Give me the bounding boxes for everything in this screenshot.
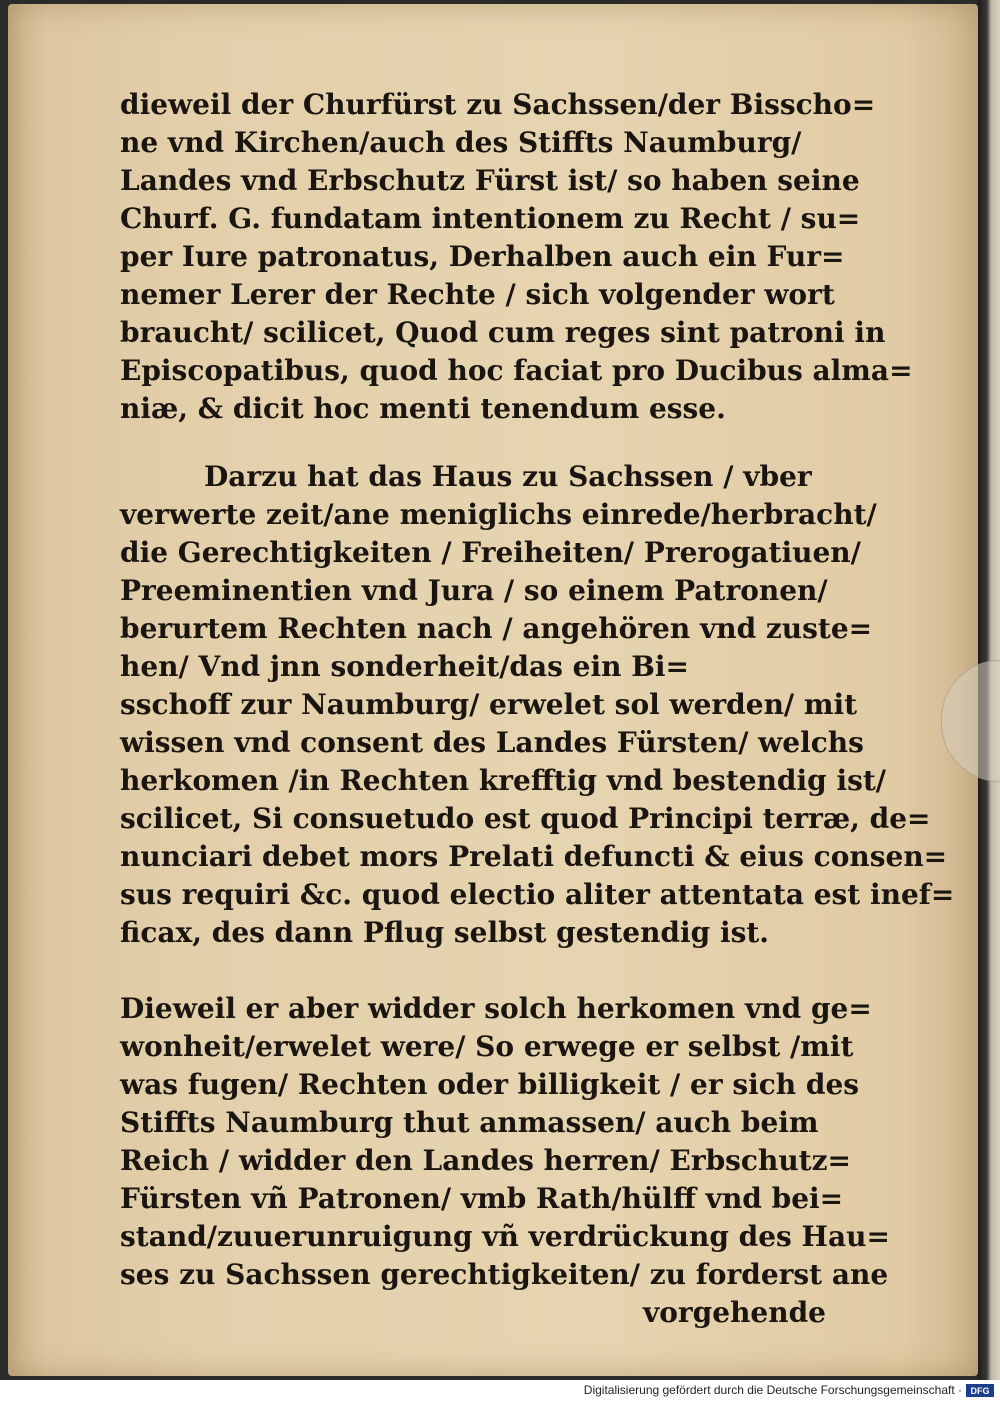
text-line: niæ, & dicit hoc menti tenendum esse.: [120, 392, 726, 425]
dfg-logo-icon: DFG: [966, 1384, 994, 1397]
footer: [0, 1381, 1000, 1401]
text-line: die Gerechtigkeiten / Freiheiten/ Prerogatiuen/: [120, 536, 861, 569]
text-line: verwerte zeit/ane meniglichs einrede/herbracht/: [120, 498, 877, 531]
text-line: Episcopatibus, quod hoc faciat pro Ducibus alma=: [120, 354, 913, 387]
text-line: Dieweil er aber widder solch herkomen vnd ge=: [120, 992, 872, 1025]
text-line: herkomen /in Rechten krefftig vnd bestendig ist/: [120, 764, 887, 797]
text-line: berurtem Rechten nach / angehören vnd zuste=: [120, 612, 873, 645]
text-line: wissen vnd consent des Landes Fürsten/ welchs: [120, 726, 864, 759]
paragraph-2: [120, 458, 955, 952]
text-line: Stiffts Naumburg thut anmassen/ auch beim: [120, 1106, 819, 1139]
text-line: Preeminentien vnd Jura / so einem Patronen/: [120, 574, 828, 607]
text-line: hen/ Vnd jnn sonderheit/das ein Bi=: [120, 650, 689, 683]
book-page: [8, 4, 978, 1376]
paragraph-3: [120, 990, 890, 1294]
text-line: dieweil der Churfürst zu Sachssen/der Bisscho=: [120, 88, 876, 121]
paragraph-1: [120, 86, 913, 428]
text-line: ses zu Sachssen gerechtigkeiten/ zu forderst ane: [120, 1258, 889, 1291]
text-line: scilicet, Si consuetudo est quod Principi terræ, de=: [120, 802, 931, 835]
text-line: ficax, des dann Pflug selbst gestendig ist.: [120, 916, 770, 949]
text-line: nunciari debet mors Prelati defuncti & eius consen=: [120, 840, 948, 873]
text-line: Landes vnd Erbschutz Fürst ist/ so haben seine: [120, 164, 860, 197]
text-line: Churf. G. fundatam intentionem zu Recht / su=: [120, 202, 861, 235]
catchword: vorgehende: [642, 1296, 826, 1329]
text-line: stand/zuuerunruigung vñ verdrückung des Hau=: [120, 1220, 890, 1253]
text-line: was fugen/ Rechten oder billigkeit / er sich des: [120, 1068, 860, 1101]
text-line: sschoff zur Naumburg/ erwelet sol werden/ mit: [120, 688, 858, 721]
text-line: ne vnd Kirchen/auch des Stiffts Naumburg/: [120, 126, 802, 159]
text-block: [120, 86, 955, 1332]
text-line: Darzu hat das Haus zu Sachssen / vber: [204, 460, 812, 493]
text-line: per Iure patronatus, Derhalben auch ein Fur=: [120, 240, 845, 273]
text-line: Reich / widder den Landes herren/ Erbschutz=: [120, 1144, 851, 1177]
text-line: nemer Lerer der Rechte / sich volgender wort: [120, 278, 835, 311]
text-line: braucht/ scilicet, Quod cum reges sint patroni in: [120, 316, 886, 349]
footer-credit: Digitalisierung gefördert durch die Deutsche Forschungsgemeinschaft ·: [583, 1383, 962, 1397]
text-line: Fürsten vñ Patronen/ vmb Rath/hülff vnd bei=: [120, 1182, 844, 1215]
text-line: wonheit/erwelet were/ So erwege er selbst /mit: [120, 1030, 854, 1063]
text-line: sus requiri &c. quod electio aliter attentata est inef=: [120, 878, 955, 911]
